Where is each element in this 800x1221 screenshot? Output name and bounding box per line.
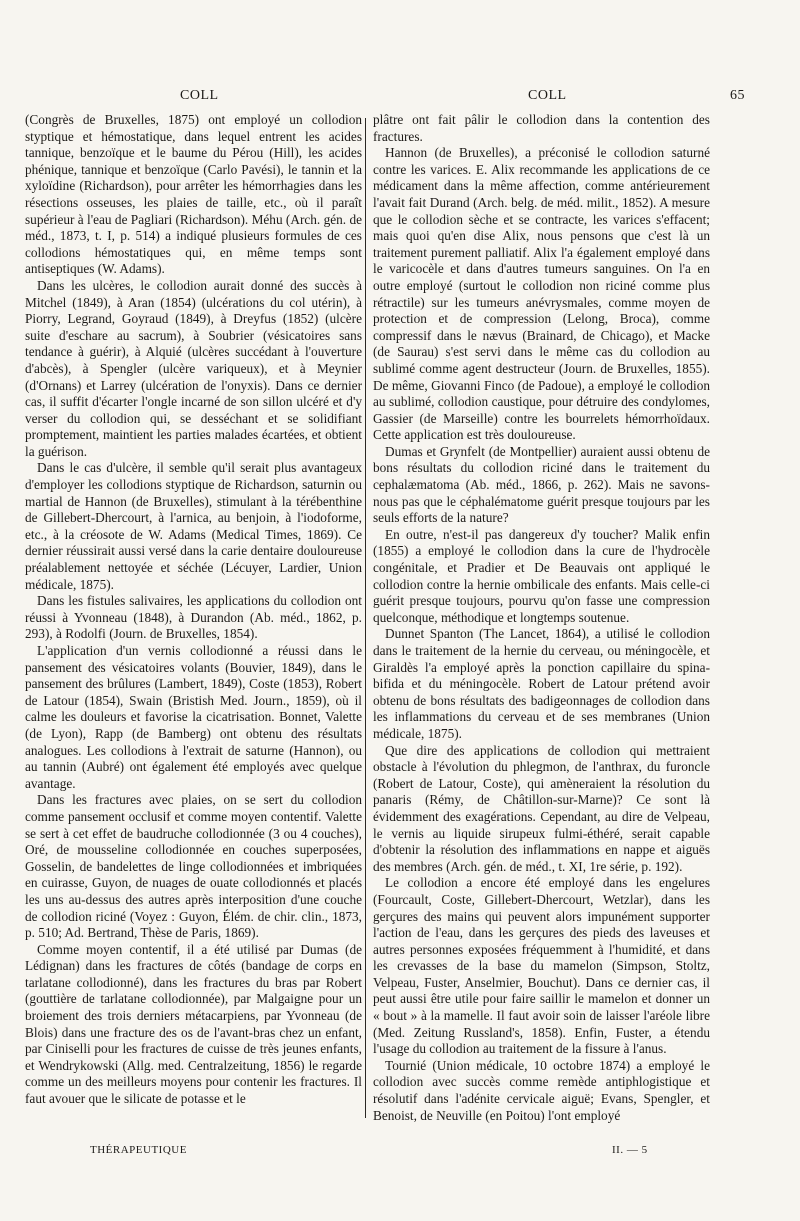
paragraph: Dunnet Spanton (The Lancet, 1864), a utilisé le collodion dans le traitement de la hernie du cerveau, ou méningocèle, et Giraldès l'a employé après la ponction capillaire du spina-bifida et du méningocèle. Robert de Latour prétend avoir obtenu de bons résultats des badigeonnages de collodion dans les inflammations du cerveau et de ses membranes (Union médicale, 1875). bbox=[373, 626, 710, 741]
left-column bbox=[25, 112, 362, 1108]
paragraph: Dans les ulcères, le collodion aurait donné des succès à Mitchel (1849), à Aran (1854) (ulcérations du col utérin), à Piorry, Legrand, Goyraud (1849), à Dreyfus (1852) (ulcère suite d'eschare au sacrum), à Soubrier (vésicatoires sans tendance à guérir), à Alquié (ulcères succédant à l'ouverture d'abcès), à Spengler (ulcère variqueux), et à Meynier (d'Ornans) et Larrey (ulcération de l'onyxis). Dans ce dernier cas, il suffit d'écarter l'ongle incarné de son sillon ulcéré et d'y verser du collodion qui, se desséchant et se solidifiant promptement, maintient les parties malades écartées, et obtient la guérison. bbox=[25, 277, 362, 459]
paragraph: Tournié (Union médicale, 10 octobre 1874) a employé le collodion avec succès comme remède antiphlogistique et résolutif dans l'adénite cervicale aiguë; Evans, Spengler, et Benoist, de Neuville (en Poitou) l'ont employé bbox=[373, 1057, 710, 1123]
column-divider bbox=[365, 118, 366, 1118]
paragraph: Dumas et Grynfelt (de Montpellier) auraient aussi obtenu de bons résultats du collodion riciné dans le traitement du cephalæmatoma (Ab. méd., 1866, p. 262). Mais ne savons-nous pas que le céphalématome guérit presque toujours par les seuls efforts de la nature? bbox=[373, 443, 710, 526]
footer-volume-mark: II. — 5 bbox=[612, 1144, 648, 1156]
paragraph: plâtre ont fait pâlir le collodion dans la contention des fractures. bbox=[373, 112, 710, 144]
paragraph: Que dire des applications de collodion qui mettraient obstacle à l'évolution du phlegmon, de l'anthrax, du furoncle (Robert de Latour, Coste), qui amèneraient la résolution du panaris (Rémy, de Châtillon-sur-Marne)? Ce sont là évidemment des exagérations. Cependant, au dire de Velpeau, le vernis au liquide sirupeux fulmi-éthéré, serait capable d'obtenir la résolution des inflammations en nappe et aiguës des membres (Arch. gén. de méd., t. XI, 1re série, p. 192). bbox=[373, 742, 710, 874]
page-number: 65 bbox=[730, 88, 745, 103]
paragraph: (Congrès de Bruxelles, 1875) ont employé un collodion styptique et hémostatique, dans lequel entrent les acides tannique, benzoïque et le baume du Pérou (Hill), les acides phénique, tannique et benzoïque (Carlo Pavési), le tannin et la xyloïdine (Richardson), pour arrêter les hémorrhagies dans les résections osseuses, les plaies de taille, etc., où il paraît supérieur à l'eau de Pagliari (Richardson). Méhu (Arch. gén. de méd., 1873, t. I, p. 514) a indiqué plusieurs formules de ces collodions hémostatiques qui, en même temps sont antiseptiques (W. Adams). bbox=[25, 112, 362, 277]
running-header-left: COLL bbox=[180, 88, 219, 103]
paragraph: Le collodion a encore été employé dans les engelures (Fourcault, Coste, Gillebert-Dhercourt, Wetzlar), dans les gerçures des mains qui peuvent alors impunément supporter l'action de l'eau, dans les gerçures des pieds des laveuses et autres personnes exposées fréquemment à l'humidité, et dans les crevasses de la base du mamelon (Simpson, Stoltz, Velpeau, Fuster, Anselmier, Bouchut). Dans ce dernier cas, il peut aussi être utile pour faire saillir le mamelon et donner un « bout » à la mamelle. Il faut avoir soin de laisser l'aréole libre (Med. Zeitung Russland's, 1858). Enfin, Fuster, a étendu l'usage du collodion au traitement de la fissure à l'anus. bbox=[373, 875, 710, 1057]
footer-signature: THÉRAPEUTIQUE bbox=[90, 1144, 187, 1156]
running-header-right: COLL bbox=[528, 88, 567, 103]
paragraph: Dans le cas d'ulcère, il semble qu'il serait plus avantageux d'employer les collodions styptique de Richardson, saturnin ou martial de Hannon (de Bruxelles), stimulant à la térébenthine de Gillebert-Dhercourt, à l'arnica, au benjoin, à l'iodoforme, etc., à la créosote de W. Adams (Medical Times, 1869). Ce dernier réussirait aussi versé dans la carie dentaire douloureuse préalablement nettoyée et séchée (Lécuyer, Lardier, Union médicale, 1875). bbox=[25, 460, 362, 592]
paragraph: Hannon (de Bruxelles), a préconisé le collodion saturné contre les varices. E. Alix recommande les applications de ce médicament dans la même affection, comme antérieurement l'avait fait Durand (Arch. belg. de méd. milit., 1852). A mesure que le collodion sèche et se contracte, les varices s'effacent; mais quoi qu'en dise Alix, nous pensons que c'est là un traitement purement palliatif. Alix l'a également employé dans le varicocèle et dans d'autres tumeurs sanguines. On l'a en outre employé (surtout le collodion non riciné comme plus rétractile) sur les tumeurs anévrysmales, comme moyen de protection et de compression (Lelong, Broca), comme compressif dans le nævus (Brainard, de Chicago), et Macke (de Saurau) s'est servi dans le même cas du collodion au sublimé comme agent destructeur (Journ. de Bruxelles, 1855). De même, Giovanni Finco (de Padoue), a employé le collodion au sublimé, collodion caustique, pour détruire des condylomes, Gassier (de Marseille) contre les bourrelets hémorrhoïdaux. Cette application est très douloureuse. bbox=[373, 145, 710, 443]
paragraph: En outre, n'est-il pas dangereux d'y toucher? Malik enfin (1855) a employé le collodion dans la cure de l'hydrocèle congénitale, et Pradier et De Beauvais ont appliqué le collodion contre la hernie ombilicale des enfants. Mais celle-ci guérit presque toujours, pourvu qu'on fasse une compression quelconque, méthodique et longtemps soutenue. bbox=[373, 526, 710, 625]
paragraph: L'application d'un vernis collodionné a réussi dans le pansement des vésicatoires volants (Bouvier, 1849), dans le pansement des brûlures (Lambert, 1849), Coste (1853), Robert de Latour (1854), Swain (Bristish Med. Journ., 1859), où il calme les douleurs et favorise la cicatrisation. Bonnet, Valette (de Lyon), Rapp (de Bamberg) ont obtenu des résultats analogues. Les collodions à l'extrait de saturne (Hannon), ou au tannin (Aubré) ont également été employés avec quelque avantage. bbox=[25, 643, 362, 791]
paragraph: Dans les fistules salivaires, les applications du collodion ont réussi à Yvonneau (1848), à Durandon (Ab. méd., 1862, p. 293), à Rodolfi (Journ. de Bruxelles, 1854). bbox=[25, 593, 362, 642]
paragraph: Comme moyen contentif, il a été utilisé par Dumas (de Lédignan) dans les fractures de côtés (bandage de corps en tarlatane collodionné), dans les fractures du bras par Robert (gouttière de tarlatane collodionnée), par Malgaigne pour un broiement des trois derniers métacarpiens, par Yvonneau (de Blois) dans une fracture des os de l'avant-bras chez un enfant, par Ciniselli pour les fractures de cuisse de très jeunes enfants, et Wendrykowski (Allg. med. Centralzeitung, 1856) le regarde comme un des meilleurs moyens pour contenir les fractures. Il faut avouer que le silicate de potasse et le bbox=[25, 941, 362, 1107]
paragraph: Dans les fractures avec plaies, on se sert du collodion comme pansement occlusif et comme moyen contentif. Valette se sert à cet effet de baudruche collodionnée (3 ou 4 couches), Oré, de mousseline collodionnée en couches superposées, Gosselin, de bandelettes de linge collodionnées et imbriquées en cuirasse, Guyon, de nuages de ouate collodionnés et placés les uns au-dessus des autres après interposition d'une couche de collodion riciné (Voyez : Guyon, Élém. de chir. clin., 1873, p. 510; Ad. Bertrand, Thèse de Paris, 1869). bbox=[25, 792, 362, 941]
right-column bbox=[373, 112, 710, 1124]
